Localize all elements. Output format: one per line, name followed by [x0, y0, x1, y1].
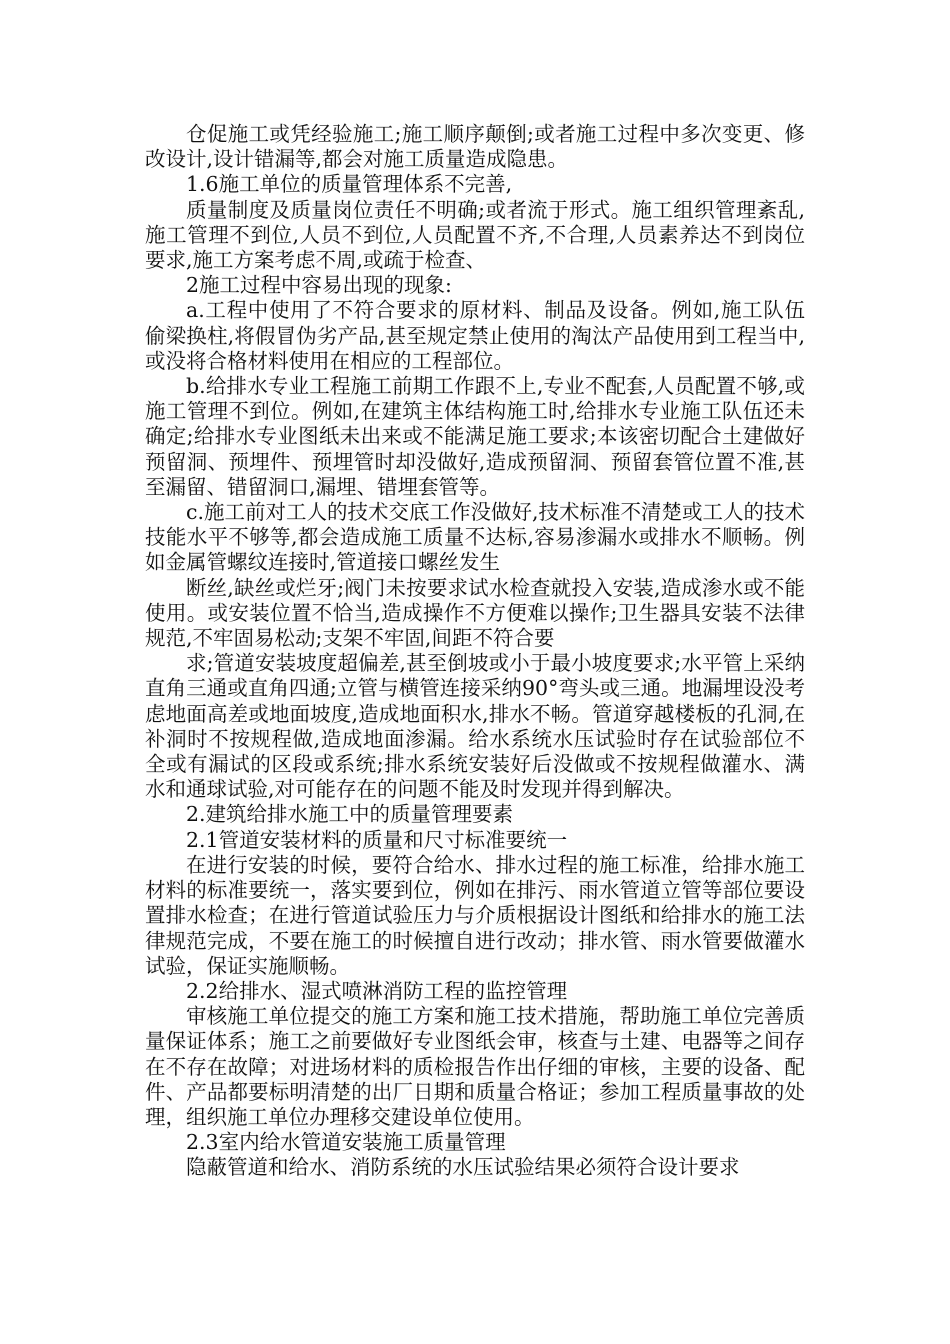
paragraph-2-3: 隐蔽管道和给水、消防系统的水压试验结果必须符合设计要求 — [186, 1155, 740, 1180]
section-heading-2-3: 2.3室内给水管道安装施工质量管理 — [186, 1130, 506, 1155]
paragraph-2-1: 在进行安装的时候，要符合给水、排水过程的施工标准，给排水施工材料的标准要统一，落实要到位，例如在排污、雨水管道立管等部位要设置排水检查；在进行管道试验压力与介质根据设计图纸和给排水的施工法律规范完成，不要在施工的时候擅自进行改动；排水管、雨水管要做灌水试验，保证实施顺畅。 — [145, 852, 805, 978]
section-heading-2-quality-elements: 2.建筑给排水施工中的质量管理要素 — [186, 802, 514, 827]
paragraph-item-b: b.给排水专业工程施工前期工作跟不上,专业不配套,人员配置不够,或施工管理不到位。例如,在建筑主体结构施工时,给排水专业施工队伍还未确定;给排水专业图纸未出来或不能满足施工要求;本该密切配合土建做好预留洞、预埋件、预埋管时却没做好,造成预留洞、预留套管位置不准,甚至漏留、错留洞口,漏埋、错埋套管等。 — [145, 374, 805, 499]
section-heading-2: 2施工过程中容易出现的现象: — [186, 273, 452, 298]
section-heading-2-1: 2.1管道安装材料的质量和尺寸标准要统一 — [186, 827, 568, 852]
paragraph-continuation: 仓促施工或凭经验施工;施工顺序颠倒;或者施工过程中多次变更、修改设计,设计错漏等,都会对施工质量造成隐患。 — [145, 122, 805, 172]
section-heading-1-6: 1.6施工单位的质量管理体系不完善, — [186, 172, 513, 197]
section-heading-2-2: 2.2给排水、湿式喷淋消防工程的监控管理 — [186, 978, 568, 1003]
document-page — [145, 122, 805, 1181]
paragraph-item-c-cont-1: 断丝,缺丝或烂牙;阀门未按要求试水检查就投入安装,造成渗水或不能使用。或安装位置不恰当,造成操作不方便难以操作;卫生器具安装不法律规范,不牢固易松动;支架不牢固,间距不符合要 — [145, 575, 805, 651]
paragraph-item-c-cont-2: 求;管道安装坡度超偏差,甚至倒坡或小于最小坡度要求;水平管上采纳直角三通或直角四通;立管与横管连接采纳90°弯头或三通。地漏埋设没考虑地面高差或地面坡度,造成地面积水,排水不畅。管道穿越楼板的孔洞,在补洞时不按规程做,造成地面渗漏。给水系统水压试验时存在试验部位不全或有漏试的区段或系统;排水系统安装好后没做或不按规程做灌水、满水和通球试验,对可能存在的问题不能及时发现并得到解决。 — [145, 651, 805, 802]
paragraph-quality-system: 质量制度及质量岗位责任不明确;或者流于形式。施工组织管理紊乱,施工管理不到位,人员不到位,人员配置不齐,不合理,人员素养达不到岗位要求,施工方案考虑不周,或疏于检查、 — [145, 197, 805, 273]
paragraph-item-c: c.施工前对工人的技术交底工作没做好,技术标准不清楚或工人的技术技能水平不够等,都会造成施工质量不达标,容易渗漏水或排水不顺畅。例如金属管螺纹连接时,管道接口螺丝发生 — [145, 500, 806, 575]
paragraph-2-2: 审核施工单位提交的施工方案和施工技术措施，帮助施工单位完善质量保证体系；施工之前要做好专业图纸会审，核查与土建、电器等之间存在不存在故障；对进场材料的质检报告作出仔细的审核，主要的设备、配件、产品都要标明清楚的出厂日期和质量合格证；参加工程质量事故的处理，组织施工单位办理移交建设单位使用。 — [145, 1004, 805, 1129]
paragraph-item-a: a.工程中使用了不符合要求的原材料、制品及设备。例如,施工队伍偷梁换柱,将假冒伪劣产品,甚至规定禁止使用的淘汰产品使用到工程当中,或没将合格材料使用在相应的工程部位。 — [145, 298, 805, 373]
